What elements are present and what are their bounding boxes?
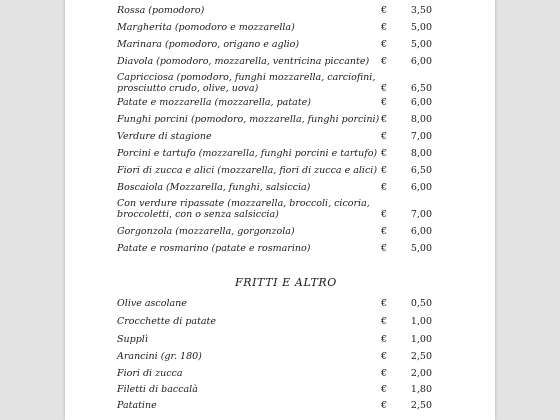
item-price: 1,00 (410, 316, 432, 327)
currency-symbol: € (381, 83, 388, 94)
item-price: 6,00 (410, 226, 432, 237)
item-price: 2,50 (410, 351, 432, 362)
item-price: 7,00 (410, 209, 432, 220)
currency-symbol: € (381, 97, 388, 108)
item-price: 6,00 (410, 56, 432, 67)
item-price: 6,00 (410, 182, 432, 193)
currency-symbol: € (381, 165, 388, 176)
currency-symbol: € (381, 22, 388, 33)
item-name: Supplì (117, 334, 148, 345)
item-name: Capricciosa (pomodoro, funghi mozzarella, carciofini, prosciutto crudo, olive, uova) (117, 72, 376, 94)
item-price: 0,50 (410, 298, 432, 309)
item-name: Porcini e tartufo (mozzarella, funghi porcini e tartufo) (117, 148, 378, 159)
currency-symbol: € (381, 316, 388, 327)
item-price: 6,50 (410, 83, 432, 94)
item-name: Patate e rosmarino (patate e rosmarino) (117, 243, 311, 254)
item-price: 1,80 (410, 384, 432, 395)
item-price: 8,00 (410, 148, 432, 159)
currency-symbol: € (381, 39, 388, 50)
item-price: 5,00 (410, 39, 432, 50)
currency-symbol: € (381, 226, 388, 237)
currency-symbol: € (381, 131, 388, 142)
item-price: 1,00 (410, 334, 432, 345)
item-name: Patatine (117, 400, 157, 411)
item-price: 2,50 (410, 400, 432, 411)
item-name: Margherita (pomodoro e mozzarella) (117, 22, 295, 33)
item-price: 5,00 (410, 22, 432, 33)
currency-symbol: € (381, 243, 388, 254)
currency-symbol: € (381, 5, 388, 16)
item-name: Olive ascolane (117, 298, 187, 309)
section-title: FRITTI E ALTRO (235, 276, 337, 289)
currency-symbol: € (381, 298, 388, 309)
item-name: Crocchette di patate (117, 316, 216, 327)
item-name: Verdure di stagione (117, 131, 212, 142)
item-name: Fiori di zucca e alici (mozzarella, fiori di zucca e alici) (117, 165, 378, 176)
currency-symbol: € (381, 209, 388, 220)
item-name: Patate e mozzarella (mozzarella, patate) (117, 97, 311, 108)
item-name: Fiori di zucca (117, 368, 183, 379)
item-name: Boscaiola (Mozzarella, funghi, salsiccia) (117, 182, 311, 193)
document-page (65, 0, 495, 420)
currency-symbol: € (381, 334, 388, 345)
item-name: Filetti di baccalà (117, 384, 198, 395)
currency-symbol: € (381, 384, 388, 395)
currency-symbol: € (381, 148, 388, 159)
item-price: 7,00 (410, 131, 432, 142)
item-name: Funghi porcini (pomodoro, mozzarella, funghi porcini) (117, 114, 380, 125)
currency-symbol: € (381, 182, 388, 193)
item-name: Diavola (pomodoro, mozzarella, ventricina piccante) (117, 56, 370, 67)
item-name: Rossa (pomodoro) (117, 5, 205, 16)
item-name: Arancini (gr. 180) (117, 351, 202, 362)
item-name: Marinara (pomodoro, origano e aglio) (117, 39, 300, 50)
item-price: 3,50 (410, 5, 432, 16)
currency-symbol: € (381, 400, 388, 411)
item-price: 6,00 (410, 97, 432, 108)
item-price: 6,50 (410, 165, 432, 176)
currency-symbol: € (381, 368, 388, 379)
currency-symbol: € (381, 114, 388, 125)
item-price: 5,00 (410, 243, 432, 254)
item-name: Gorgonzola (mozzarella, gorgonzola) (117, 226, 295, 237)
currency-symbol: € (381, 56, 388, 67)
item-name: Con verdure ripassate (mozzarella, broccoli, cicoria, broccoletti, con o senza salsiccia) (117, 198, 370, 220)
item-price: 8,00 (410, 114, 432, 125)
currency-symbol: € (381, 351, 388, 362)
item-price: 2,00 (410, 368, 432, 379)
